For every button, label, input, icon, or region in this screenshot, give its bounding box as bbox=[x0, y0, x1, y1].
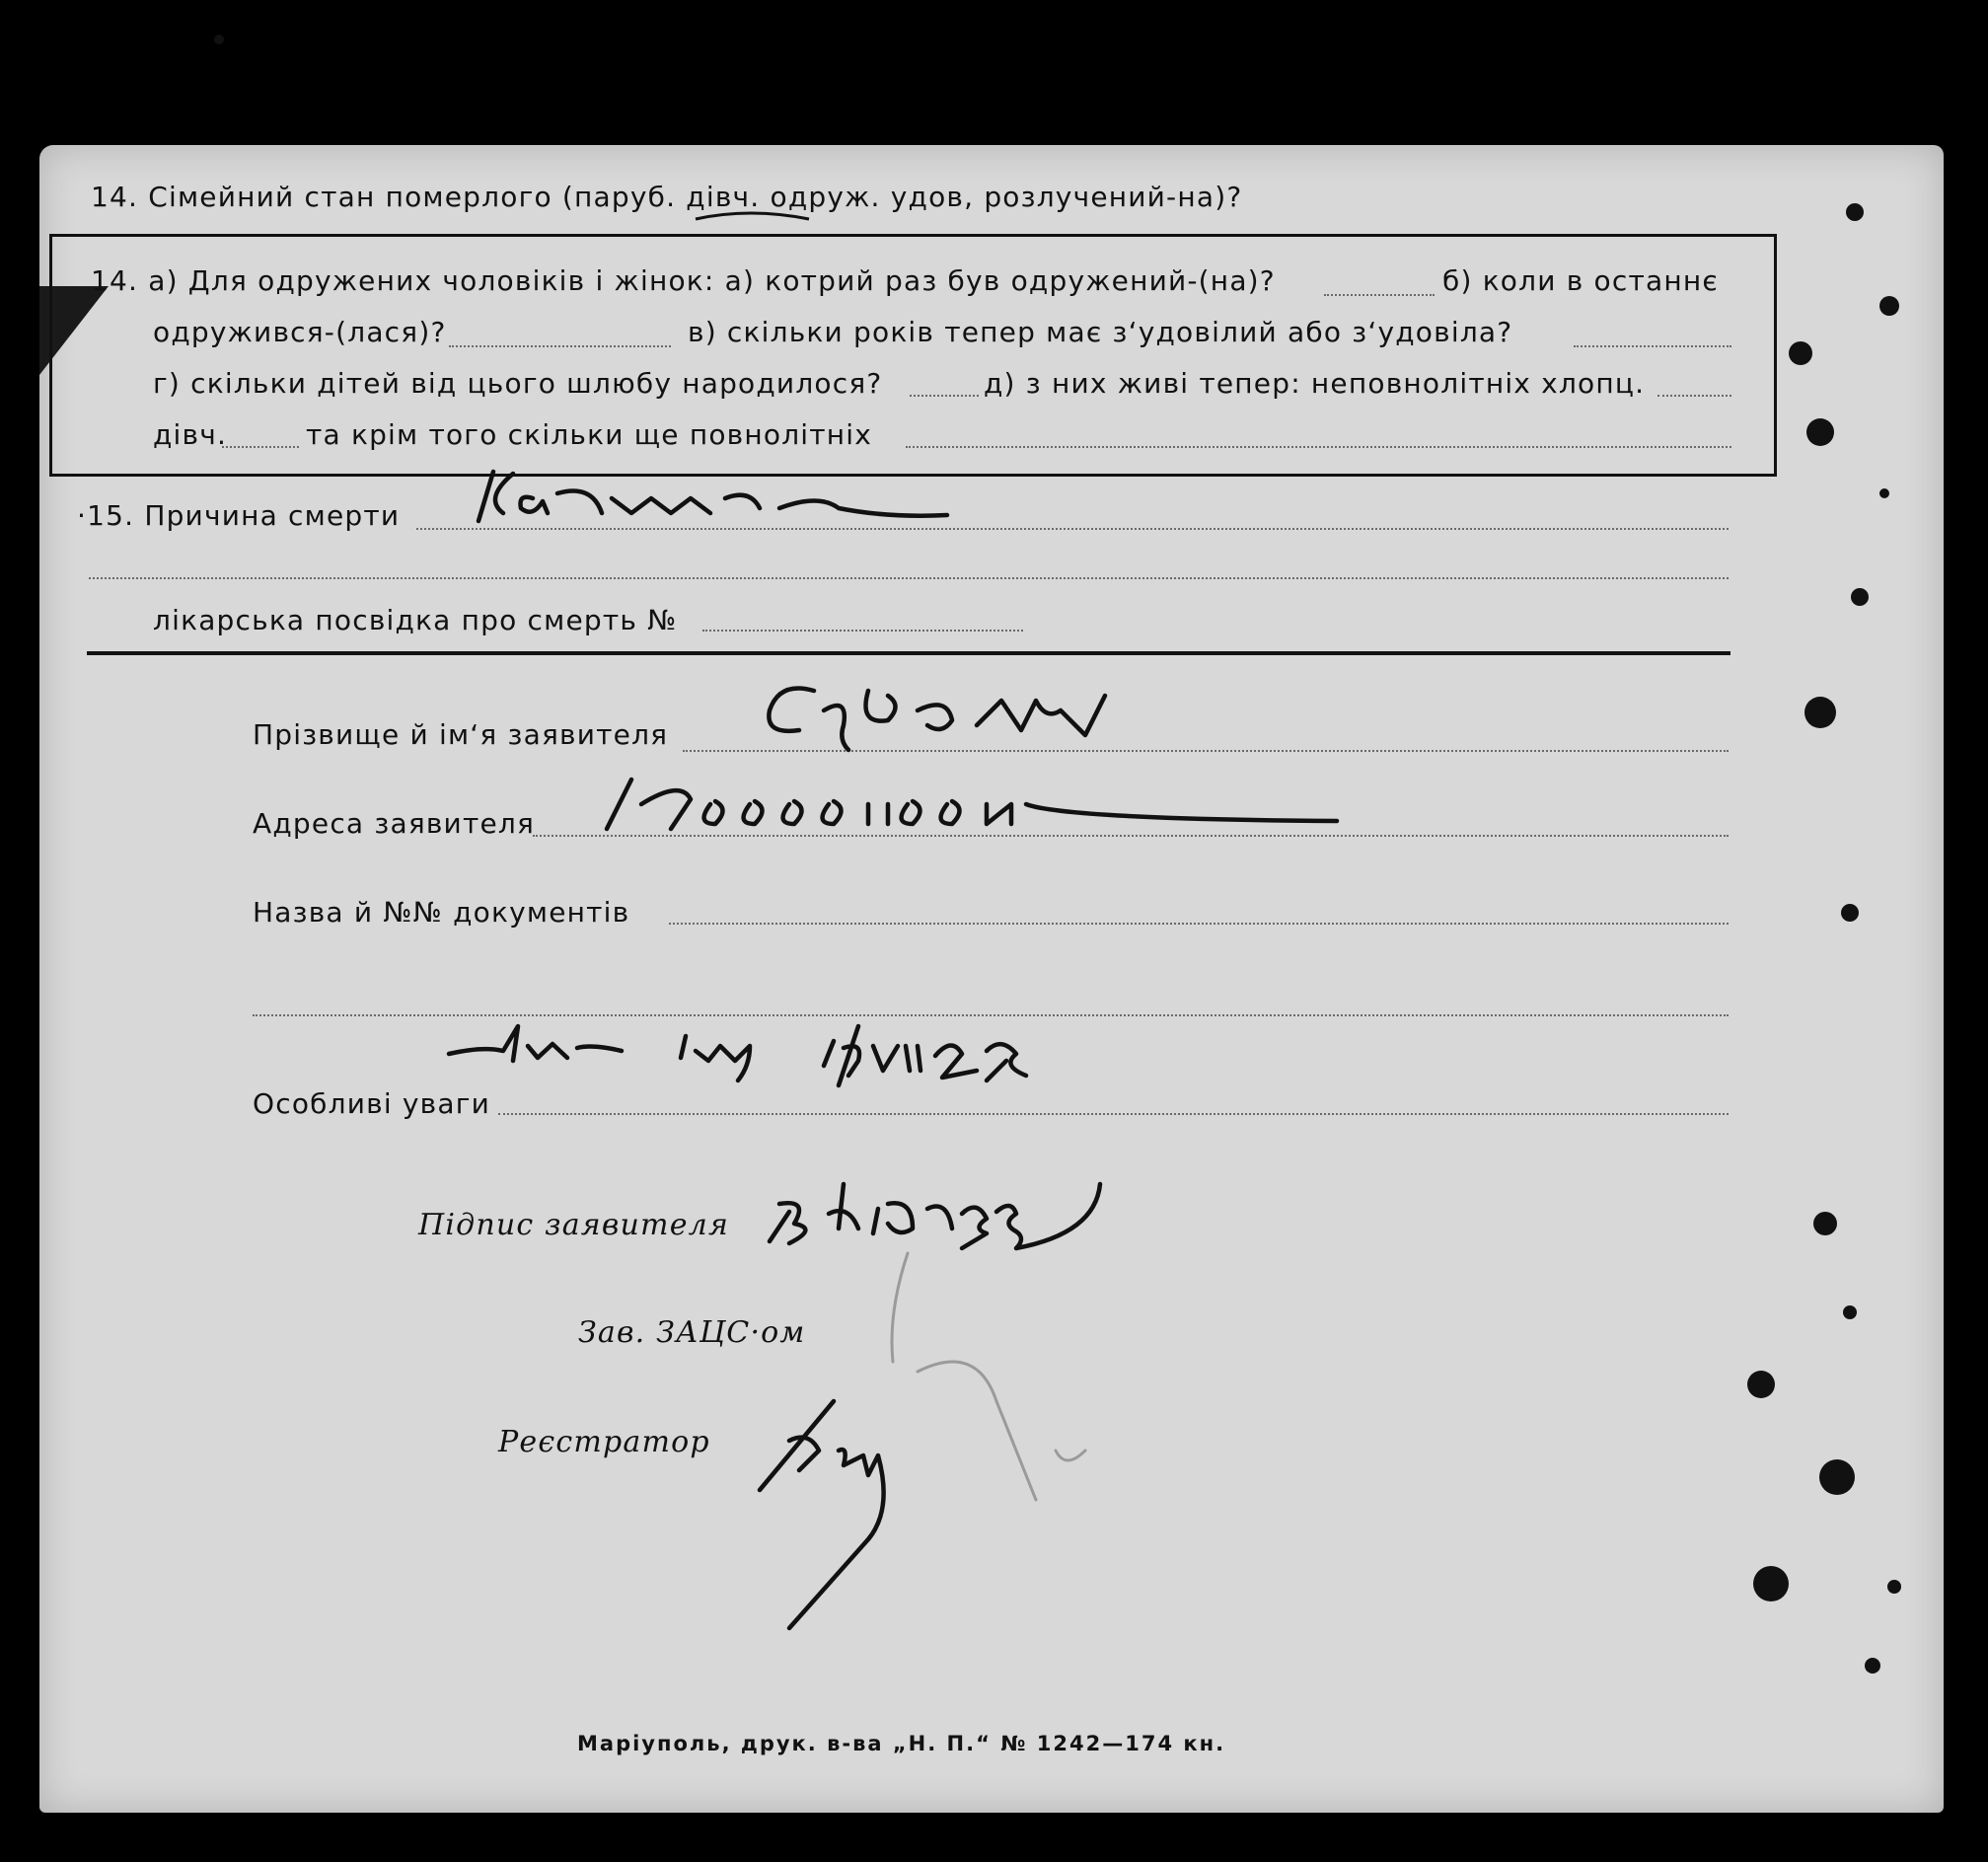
q14a-line2: одружився-(лася)? bbox=[153, 316, 447, 348]
q14a-line2-b: в) скільки років тепер має з‘удовілий або з‘удовіла? bbox=[688, 316, 1513, 348]
q15-cause-of-death: ·15. Причина смерти bbox=[77, 499, 401, 532]
q14a-line1: 14. а) Для одружених чоловіків і жінок: а) котрий раз був одружений-(на)? bbox=[91, 264, 1276, 297]
q14a-line4-b: та крім того скільки ще повнолітніх bbox=[306, 418, 873, 451]
applicant-name-label: Прізвище й ім‘я заявителя bbox=[253, 718, 669, 751]
printer-imprint: Маріуполь, друк. в-ва „Н. П.“ № 1242—174 кн. bbox=[577, 1732, 1226, 1755]
applicant-address-label: Адреса заявителя bbox=[253, 807, 536, 840]
q14a-line1-b: б) коли в останнє bbox=[1442, 264, 1719, 297]
special-notes-label: Особливі уваги bbox=[253, 1087, 491, 1120]
head-zags-label: Зав. ЗАЦС·ом bbox=[578, 1315, 806, 1350]
registrar-label: Реєстратор bbox=[498, 1425, 710, 1459]
documents-label: Назва й №№ документів bbox=[253, 896, 630, 929]
q14a-line4-a: дівч. bbox=[153, 418, 228, 451]
q14a-line3-b: д) з них живі тепер: неповнолітніх хлопц. bbox=[984, 367, 1646, 400]
medical-certificate: лікарська посвідка про смерть № bbox=[153, 604, 678, 636]
applicant-signature-label: Підпис заявителя bbox=[418, 1208, 730, 1242]
q14-marital-status: 14. Сімейний стан померлого (паруб. дівч. одруж. удов, розлучений-на)? bbox=[91, 181, 1243, 213]
q14a-line3: г) скільки дітей від цього шлюбу народилося? bbox=[153, 367, 883, 400]
